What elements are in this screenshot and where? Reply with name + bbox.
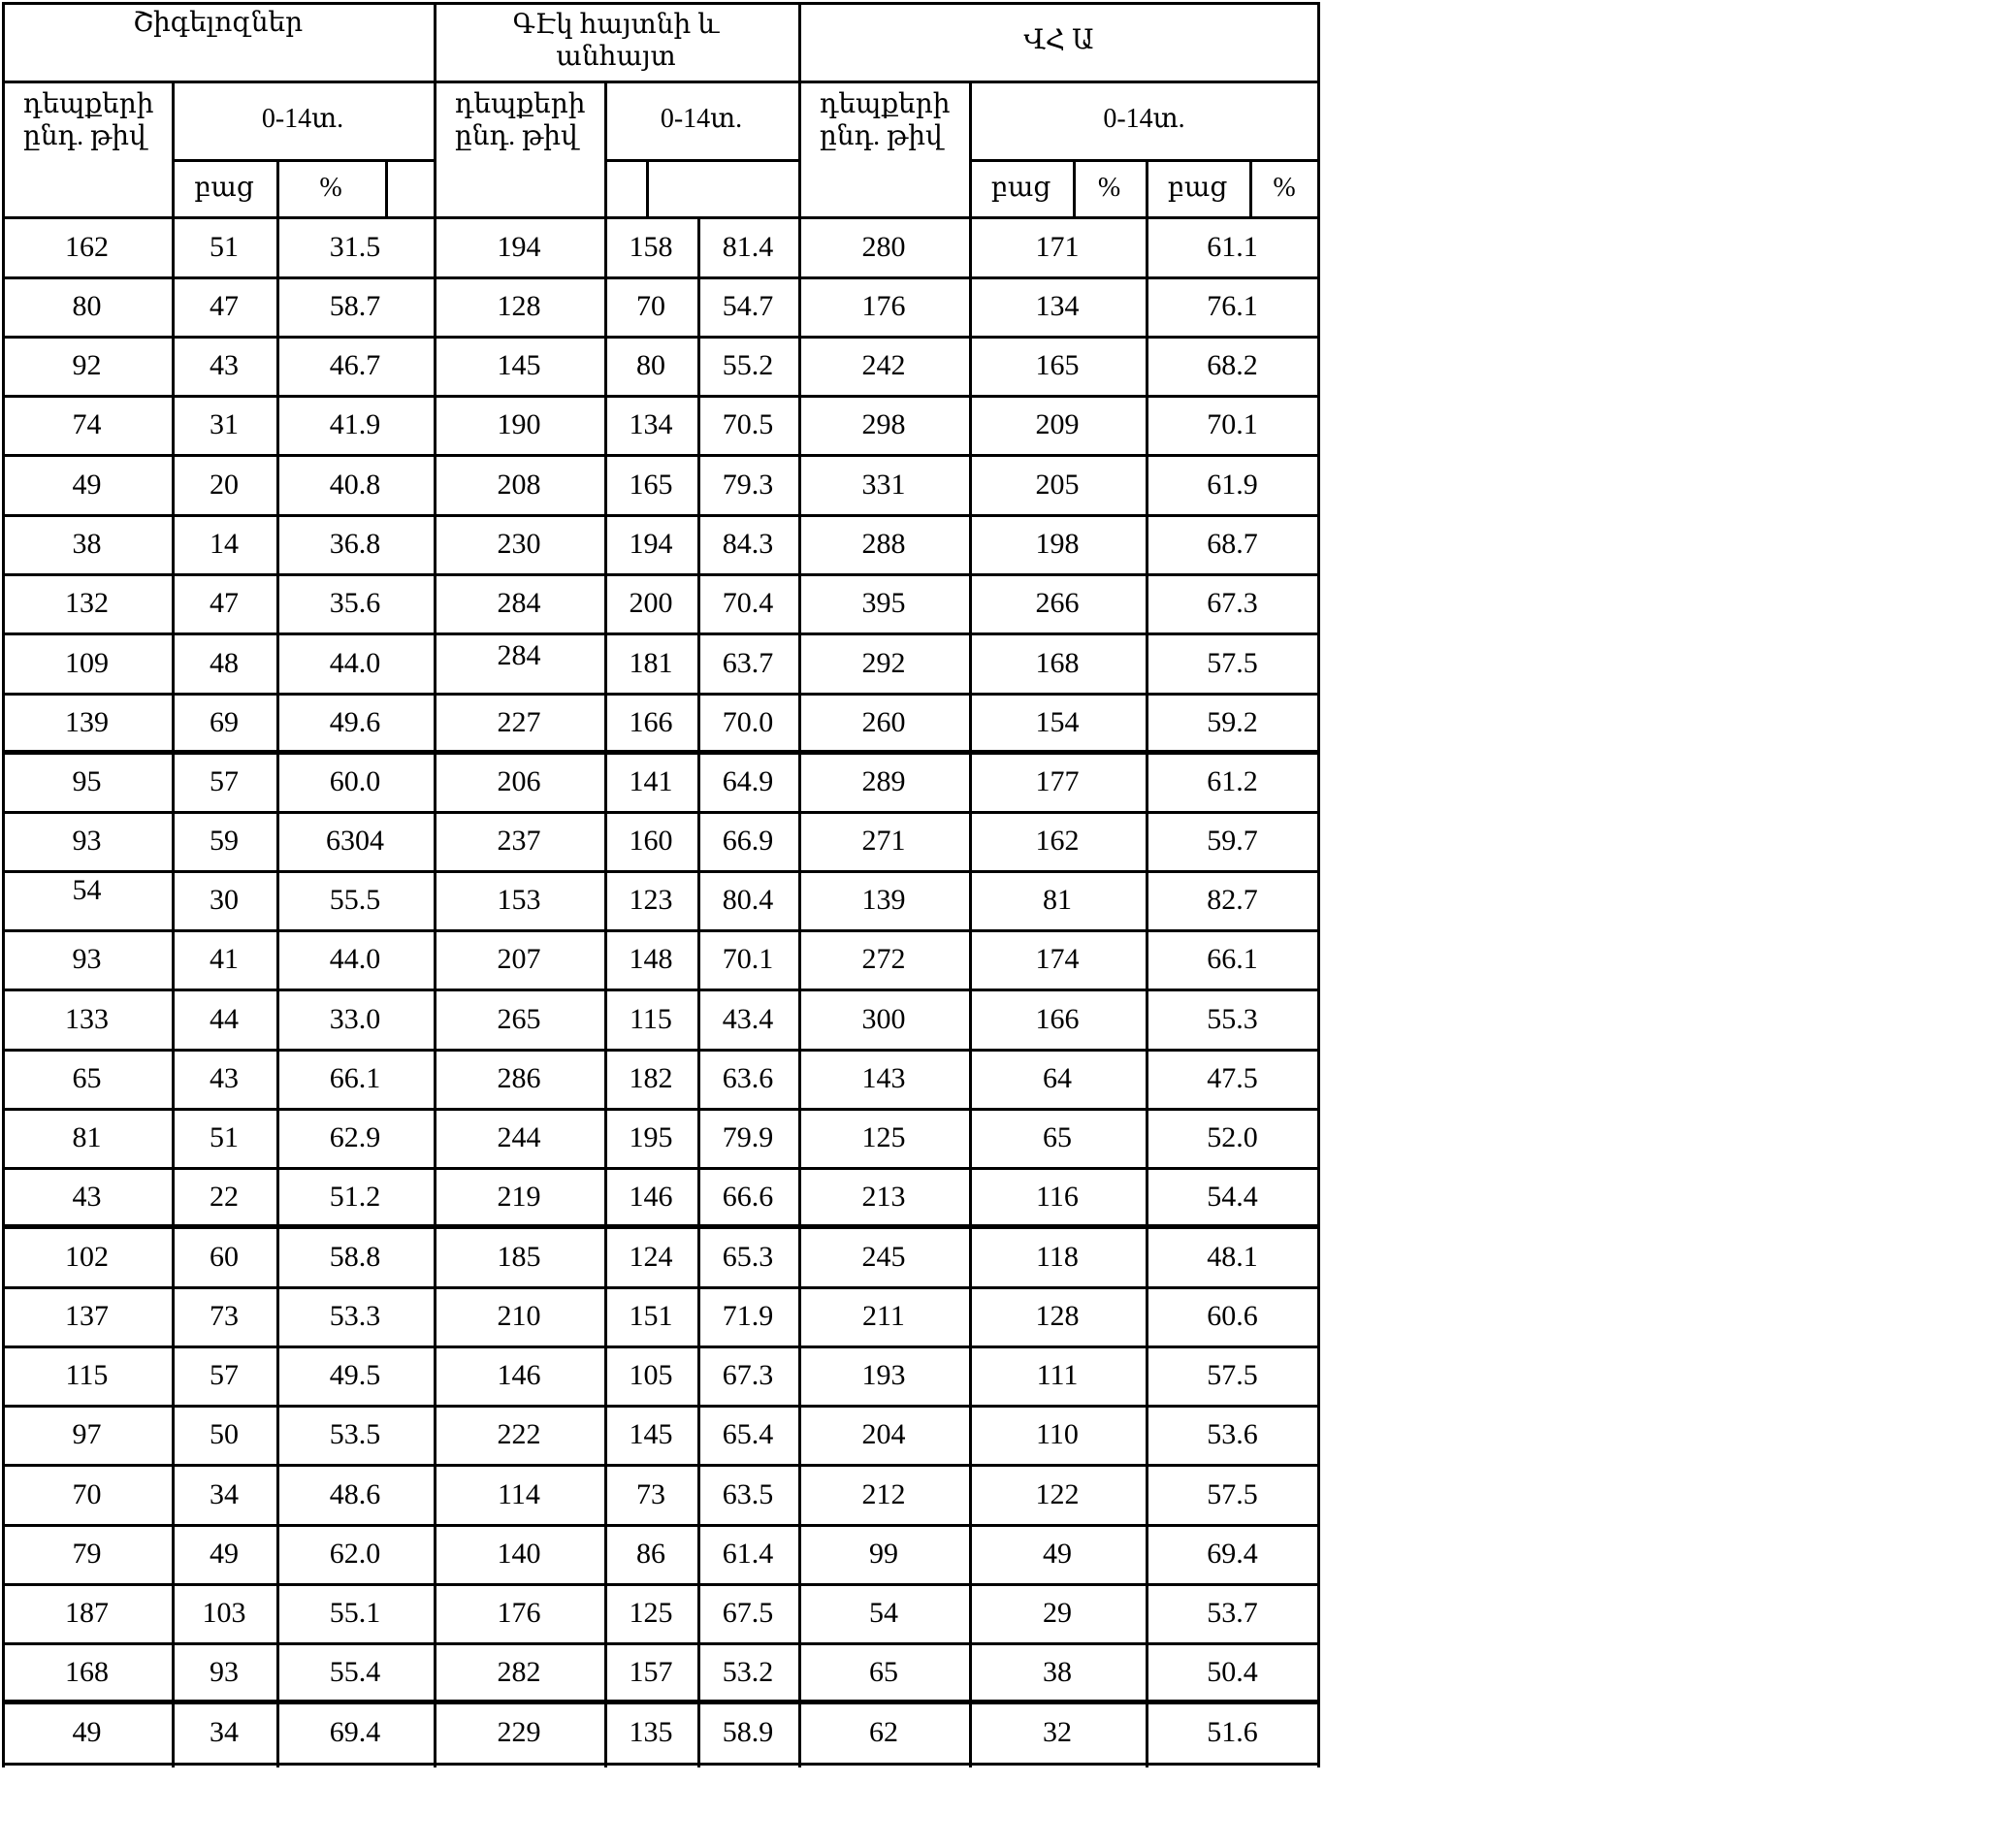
gek-0-14-abs: 145 xyxy=(629,1418,673,1451)
total-cases-header: դեպքերի ընդ. թիվ xyxy=(455,89,586,151)
gek-0-14-abs: 158 xyxy=(629,231,673,264)
column-divider xyxy=(646,159,649,218)
vha-0-14-pct: 82.7 xyxy=(1207,884,1258,917)
gek-total: 128 xyxy=(497,290,541,323)
vha-0-14-pct: 54.4 xyxy=(1207,1181,1258,1214)
shig-total: 74 xyxy=(72,408,102,441)
absolute-header: բաց xyxy=(990,173,1051,204)
group-header-shigellosis: Շիգելոզներ xyxy=(132,7,304,38)
total-cases-header: դեպքերի ընդ. թիվ xyxy=(23,89,154,151)
shig-total: 80 xyxy=(72,290,102,323)
total-cases-header: դեպքերի ընդ. թիվ xyxy=(820,89,951,151)
vha-0-14-pct: 50.4 xyxy=(1207,1656,1258,1689)
gek-0-14-abs: 181 xyxy=(629,646,673,679)
gek-0-14-pct: 55.2 xyxy=(722,349,774,382)
vha-total: 193 xyxy=(861,1359,906,1392)
gek-total: 206 xyxy=(497,765,541,798)
vha-total: 176 xyxy=(861,290,906,323)
gek-total: 284 xyxy=(497,638,541,671)
vha-0-14-pct: 55.3 xyxy=(1207,1002,1258,1035)
shig-total: 115 xyxy=(65,1359,109,1392)
shig-0-14-pct: 33.0 xyxy=(329,1002,381,1035)
vha-0-14-abs: 81 xyxy=(1043,884,1072,917)
shig-0-14-pct: 49.5 xyxy=(329,1359,381,1392)
shig-total: 93 xyxy=(72,943,102,976)
vha-0-14-abs: 162 xyxy=(1035,825,1080,858)
gek-total: 284 xyxy=(497,587,541,620)
gek-0-14-abs: 165 xyxy=(629,468,673,501)
vha-total: 271 xyxy=(861,825,906,858)
shig-total: 92 xyxy=(72,349,102,382)
gek-total: 219 xyxy=(497,1181,541,1214)
vha-0-14-pct: 68.7 xyxy=(1207,528,1258,561)
vha-total: 292 xyxy=(861,646,906,679)
gek-0-14-pct: 79.9 xyxy=(722,1121,774,1154)
shig-0-14-abs: 44 xyxy=(210,1002,239,1035)
gek-0-14-abs: 141 xyxy=(629,765,673,798)
shig-total: 49 xyxy=(72,1715,102,1748)
gek-total: 145 xyxy=(497,349,541,382)
shig-0-14-pct: 44.0 xyxy=(329,943,381,976)
gek-0-14-abs: 80 xyxy=(636,349,665,382)
gek-total: 146 xyxy=(497,1359,541,1392)
vha-total: 245 xyxy=(861,1240,906,1273)
shig-total: 38 xyxy=(72,528,102,561)
gek-total: 190 xyxy=(497,408,541,441)
gek-total: 286 xyxy=(497,1062,541,1095)
gek-0-14-abs: 160 xyxy=(629,825,673,858)
gek-0-14-abs: 157 xyxy=(629,1656,673,1689)
shig-0-14-pct: 62.9 xyxy=(329,1121,381,1154)
absolute-header: բաց xyxy=(194,173,254,204)
shig-0-14-abs: 22 xyxy=(210,1181,239,1214)
shig-total: 162 xyxy=(65,231,109,264)
gek-total: 265 xyxy=(497,1002,541,1035)
vha-0-14-pct: 76.1 xyxy=(1207,290,1258,323)
gek-0-14-pct: 84.3 xyxy=(722,528,774,561)
vha-total: 289 xyxy=(861,765,906,798)
shig-total: 132 xyxy=(65,587,109,620)
percent-header: % xyxy=(319,173,342,204)
vha-0-14-pct: 53.6 xyxy=(1207,1418,1258,1451)
vha-total: 125 xyxy=(861,1121,906,1154)
vha-0-14-abs: 205 xyxy=(1035,468,1080,501)
vha-total: 211 xyxy=(862,1300,905,1333)
shig-total: 168 xyxy=(65,1656,109,1689)
shig-0-14-pct: 53.5 xyxy=(329,1418,381,1451)
vha-total: 300 xyxy=(861,1002,906,1035)
vha-total: 395 xyxy=(861,587,906,620)
vha-0-14-abs: 154 xyxy=(1035,706,1080,739)
gek-0-14-abs: 125 xyxy=(629,1597,673,1630)
vha-total: 99 xyxy=(869,1538,898,1571)
gek-0-14-pct: 58.9 xyxy=(722,1715,774,1748)
shig-total: 54 xyxy=(72,874,102,907)
gek-0-14-pct: 81.4 xyxy=(722,231,774,264)
shig-0-14-pct: 40.8 xyxy=(329,468,381,501)
gek-total: 208 xyxy=(497,468,541,501)
gek-0-14-pct: 64.9 xyxy=(722,765,774,798)
shig-0-14-pct: 55.1 xyxy=(329,1597,381,1630)
absolute-header: բաց xyxy=(1167,173,1228,204)
shig-0-14-abs: 47 xyxy=(210,290,239,323)
vha-0-14-abs: 128 xyxy=(1035,1300,1080,1333)
shig-0-14-abs: 50 xyxy=(210,1418,239,1451)
shig-total: 102 xyxy=(65,1240,109,1273)
gek-0-14-pct: 71.9 xyxy=(722,1300,774,1333)
gek-total: 194 xyxy=(497,231,541,264)
gek-0-14-abs: 73 xyxy=(636,1477,665,1510)
gek-total: 237 xyxy=(497,825,541,858)
gek-total: 282 xyxy=(497,1656,541,1689)
age-group-header: 0-14տ. xyxy=(660,104,743,135)
vha-total: 331 xyxy=(861,468,906,501)
shig-0-14-pct: 6304 xyxy=(326,825,384,858)
gek-0-14-abs: 115 xyxy=(630,1002,672,1035)
gek-0-14-pct: 67.3 xyxy=(722,1359,774,1392)
vha-0-14-pct: 53.7 xyxy=(1207,1597,1258,1630)
gek-total: 244 xyxy=(497,1121,541,1154)
vha-total: 143 xyxy=(861,1062,906,1095)
shig-0-14-abs: 47 xyxy=(210,587,239,620)
shig-0-14-pct: 69.4 xyxy=(329,1715,381,1748)
vha-total: 139 xyxy=(861,884,906,917)
shig-0-14-pct: 35.6 xyxy=(329,587,381,620)
vha-0-14-abs: 38 xyxy=(1043,1656,1072,1689)
vha-0-14-abs: 209 xyxy=(1035,408,1080,441)
shig-total: 65 xyxy=(72,1062,102,1095)
gek-0-14-abs: 194 xyxy=(629,528,673,561)
shig-0-14-abs: 60 xyxy=(210,1240,239,1273)
vha-0-14-pct: 70.1 xyxy=(1207,408,1258,441)
vha-0-14-pct: 61.9 xyxy=(1207,468,1258,501)
gek-total: 229 xyxy=(497,1715,541,1748)
shig-0-14-pct: 51.2 xyxy=(329,1181,381,1214)
shig-0-14-abs: 51 xyxy=(210,1121,239,1154)
shig-0-14-pct: 62.0 xyxy=(329,1538,381,1571)
shig-0-14-abs: 51 xyxy=(210,231,239,264)
gek-0-14-abs: 134 xyxy=(629,408,673,441)
shig-0-14-abs: 20 xyxy=(210,468,239,501)
gek-0-14-pct: 63.7 xyxy=(722,646,774,679)
vha-0-14-abs: 116 xyxy=(1036,1181,1079,1214)
vha-0-14-pct: 67.3 xyxy=(1207,587,1258,620)
gek-0-14-pct: 70.0 xyxy=(722,706,774,739)
shig-total: 70 xyxy=(72,1477,102,1510)
column-divider xyxy=(385,159,388,218)
shig-0-14-abs: 57 xyxy=(210,1359,239,1392)
gek-0-14-abs: 200 xyxy=(629,587,673,620)
shig-total: 49 xyxy=(72,468,102,501)
vha-total: 272 xyxy=(861,943,906,976)
shig-total: 95 xyxy=(72,765,102,798)
age-group-header: 0-14տ. xyxy=(261,104,344,135)
vha-0-14-pct: 52.0 xyxy=(1207,1121,1258,1154)
gek-0-14-pct: 66.6 xyxy=(722,1181,774,1214)
shig-0-14-abs: 30 xyxy=(210,884,239,917)
shig-0-14-abs: 49 xyxy=(210,1538,239,1571)
gek-total: 210 xyxy=(497,1300,541,1333)
gek-0-14-pct: 63.6 xyxy=(722,1062,774,1095)
shig-0-14-pct: 44.0 xyxy=(329,646,381,679)
vha-0-14-abs: 166 xyxy=(1035,1002,1080,1035)
gek-0-14-abs: 86 xyxy=(636,1538,665,1571)
shig-total: 93 xyxy=(72,825,102,858)
vha-0-14-abs: 32 xyxy=(1043,1715,1072,1748)
gek-0-14-abs: 182 xyxy=(629,1062,673,1095)
shig-0-14-pct: 53.3 xyxy=(329,1300,381,1333)
vha-total: 65 xyxy=(869,1656,898,1689)
shig-0-14-abs: 43 xyxy=(210,349,239,382)
vha-0-14-pct: 68.2 xyxy=(1207,349,1258,382)
gek-0-14-pct: 67.5 xyxy=(722,1597,774,1630)
gek-total: 230 xyxy=(497,528,541,561)
shig-total: 133 xyxy=(65,1002,109,1035)
percent-header: % xyxy=(1273,173,1296,204)
vha-0-14-abs: 65 xyxy=(1043,1121,1072,1154)
gek-0-14-pct: 70.5 xyxy=(722,408,774,441)
shig-0-14-abs: 34 xyxy=(210,1715,239,1748)
gek-0-14-pct: 61.4 xyxy=(722,1538,774,1571)
vha-0-14-abs: 29 xyxy=(1043,1597,1072,1630)
vha-0-14-abs: 198 xyxy=(1035,528,1080,561)
shig-total: 81 xyxy=(72,1121,102,1154)
vha-0-14-pct: 57.5 xyxy=(1207,646,1258,679)
shig-0-14-pct: 55.4 xyxy=(329,1656,381,1689)
gek-0-14-abs: 166 xyxy=(629,706,673,739)
gek-total: 140 xyxy=(497,1538,541,1571)
shig-0-14-abs: 57 xyxy=(210,765,239,798)
shig-0-14-abs: 69 xyxy=(210,706,239,739)
vha-0-14-pct: 47.5 xyxy=(1207,1062,1258,1095)
shig-0-14-pct: 36.8 xyxy=(329,528,381,561)
shig-0-14-abs: 34 xyxy=(210,1477,239,1510)
gek-total: 185 xyxy=(497,1240,541,1273)
header-rule xyxy=(604,159,798,162)
shig-0-14-abs: 59 xyxy=(210,825,239,858)
gek-total: 153 xyxy=(497,884,541,917)
vha-total: 260 xyxy=(861,706,906,739)
shig-total: 79 xyxy=(72,1538,102,1571)
shig-total: 43 xyxy=(72,1181,102,1214)
vha-0-14-pct: 59.2 xyxy=(1207,706,1258,739)
shig-total: 97 xyxy=(72,1418,102,1451)
vha-0-14-abs: 165 xyxy=(1035,349,1080,382)
shig-0-14-abs: 41 xyxy=(210,943,239,976)
column-divider xyxy=(604,159,607,218)
vha-0-14-abs: 118 xyxy=(1036,1240,1079,1273)
table-bottom-rule xyxy=(2,1763,1319,1766)
gek-0-14-abs: 123 xyxy=(629,884,673,917)
gek-0-14-pct: 70.1 xyxy=(722,943,774,976)
vha-0-14-pct: 61.2 xyxy=(1207,765,1258,798)
gek-0-14-abs: 195 xyxy=(629,1121,673,1154)
group-header-vha: ՎՀ Ա xyxy=(1023,25,1094,56)
vha-total: 204 xyxy=(861,1418,906,1451)
gek-0-14-pct: 43.4 xyxy=(722,1002,774,1035)
gek-0-14-pct: 53.2 xyxy=(722,1656,774,1689)
gek-total: 176 xyxy=(497,1597,541,1630)
vha-0-14-abs: 49 xyxy=(1043,1538,1072,1571)
shig-0-14-abs: 14 xyxy=(210,528,239,561)
vha-0-14-pct: 48.1 xyxy=(1207,1240,1258,1273)
shig-0-14-abs: 48 xyxy=(210,646,239,679)
group-header-gek: ԳԷկ հայտնի և անհայտ xyxy=(512,10,720,72)
gek-0-14-abs: 148 xyxy=(629,943,673,976)
gek-0-14-pct: 65.4 xyxy=(722,1418,774,1451)
shig-0-14-abs: 103 xyxy=(202,1597,246,1630)
gek-0-14-abs: 105 xyxy=(629,1359,673,1392)
vha-0-14-pct: 51.6 xyxy=(1207,1715,1258,1748)
shig-0-14-pct: 48.6 xyxy=(329,1477,381,1510)
vha-0-14-pct: 57.5 xyxy=(1207,1359,1258,1392)
vha-0-14-abs: 111 xyxy=(1036,1359,1079,1392)
vha-0-14-abs: 177 xyxy=(1035,765,1080,798)
gek-0-14-abs: 146 xyxy=(629,1181,673,1214)
vha-0-14-pct: 59.7 xyxy=(1207,825,1258,858)
vha-0-14-abs: 134 xyxy=(1035,290,1080,323)
vha-total: 288 xyxy=(861,528,906,561)
percent-header: % xyxy=(1097,173,1121,204)
shig-total: 109 xyxy=(65,646,109,679)
vha-0-14-abs: 64 xyxy=(1043,1062,1072,1095)
vha-0-14-pct: 60.6 xyxy=(1207,1300,1258,1333)
shig-0-14-pct: 58.7 xyxy=(329,290,381,323)
shig-0-14-pct: 31.5 xyxy=(329,231,381,264)
shig-0-14-abs: 73 xyxy=(210,1300,239,1333)
vha-total: 280 xyxy=(861,231,906,264)
shig-total: 187 xyxy=(65,1597,109,1630)
shig-total: 139 xyxy=(65,706,109,739)
shig-0-14-pct: 58.8 xyxy=(329,1240,381,1273)
gek-0-14-abs: 135 xyxy=(629,1715,673,1748)
gek-0-14-abs: 70 xyxy=(636,290,665,323)
gek-0-14-pct: 54.7 xyxy=(722,290,774,323)
vha-0-14-abs: 171 xyxy=(1035,231,1080,264)
vha-0-14-pct: 61.1 xyxy=(1207,231,1258,264)
vha-total: 54 xyxy=(869,1597,898,1630)
gek-0-14-pct: 70.4 xyxy=(722,587,774,620)
vha-0-14-abs: 122 xyxy=(1035,1477,1080,1510)
gek-0-14-abs: 151 xyxy=(629,1300,673,1333)
vha-0-14-abs: 266 xyxy=(1035,587,1080,620)
gek-total: 114 xyxy=(498,1477,540,1510)
gek-0-14-pct: 66.9 xyxy=(722,825,774,858)
shig-0-14-pct: 66.1 xyxy=(329,1062,381,1095)
shig-0-14-pct: 55.5 xyxy=(329,884,381,917)
shig-0-14-abs: 31 xyxy=(210,408,239,441)
vha-0-14-abs: 174 xyxy=(1035,943,1080,976)
vha-total: 298 xyxy=(861,408,906,441)
shig-0-14-pct: 60.0 xyxy=(329,765,381,798)
vha-0-14-pct: 69.4 xyxy=(1207,1538,1258,1571)
shig-0-14-pct: 46.7 xyxy=(329,349,381,382)
shig-0-14-pct: 41.9 xyxy=(329,408,381,441)
gek-0-14-pct: 63.5 xyxy=(722,1477,774,1510)
vha-total: 213 xyxy=(861,1181,906,1214)
vha-0-14-abs: 110 xyxy=(1036,1418,1079,1451)
gek-total: 227 xyxy=(497,706,541,739)
shig-0-14-abs: 43 xyxy=(210,1062,239,1095)
shig-0-14-pct: 49.6 xyxy=(329,706,381,739)
shig-total: 137 xyxy=(65,1300,109,1333)
gek-0-14-abs: 124 xyxy=(629,1240,673,1273)
shig-0-14-abs: 93 xyxy=(210,1656,239,1689)
gek-total: 222 xyxy=(497,1418,541,1451)
vha-total: 212 xyxy=(861,1477,906,1510)
vha-0-14-pct: 57.5 xyxy=(1207,1477,1258,1510)
vha-0-14-abs: 168 xyxy=(1035,646,1080,679)
vha-total: 62 xyxy=(869,1715,898,1748)
vha-total: 242 xyxy=(861,349,906,382)
gek-0-14-pct: 80.4 xyxy=(722,884,774,917)
gek-0-14-pct: 79.3 xyxy=(722,468,774,501)
gek-0-14-pct: 65.3 xyxy=(722,1240,774,1273)
gek-total: 207 xyxy=(497,943,541,976)
vha-0-14-pct: 66.1 xyxy=(1207,943,1258,976)
age-group-header: 0-14տ. xyxy=(1103,104,1185,135)
